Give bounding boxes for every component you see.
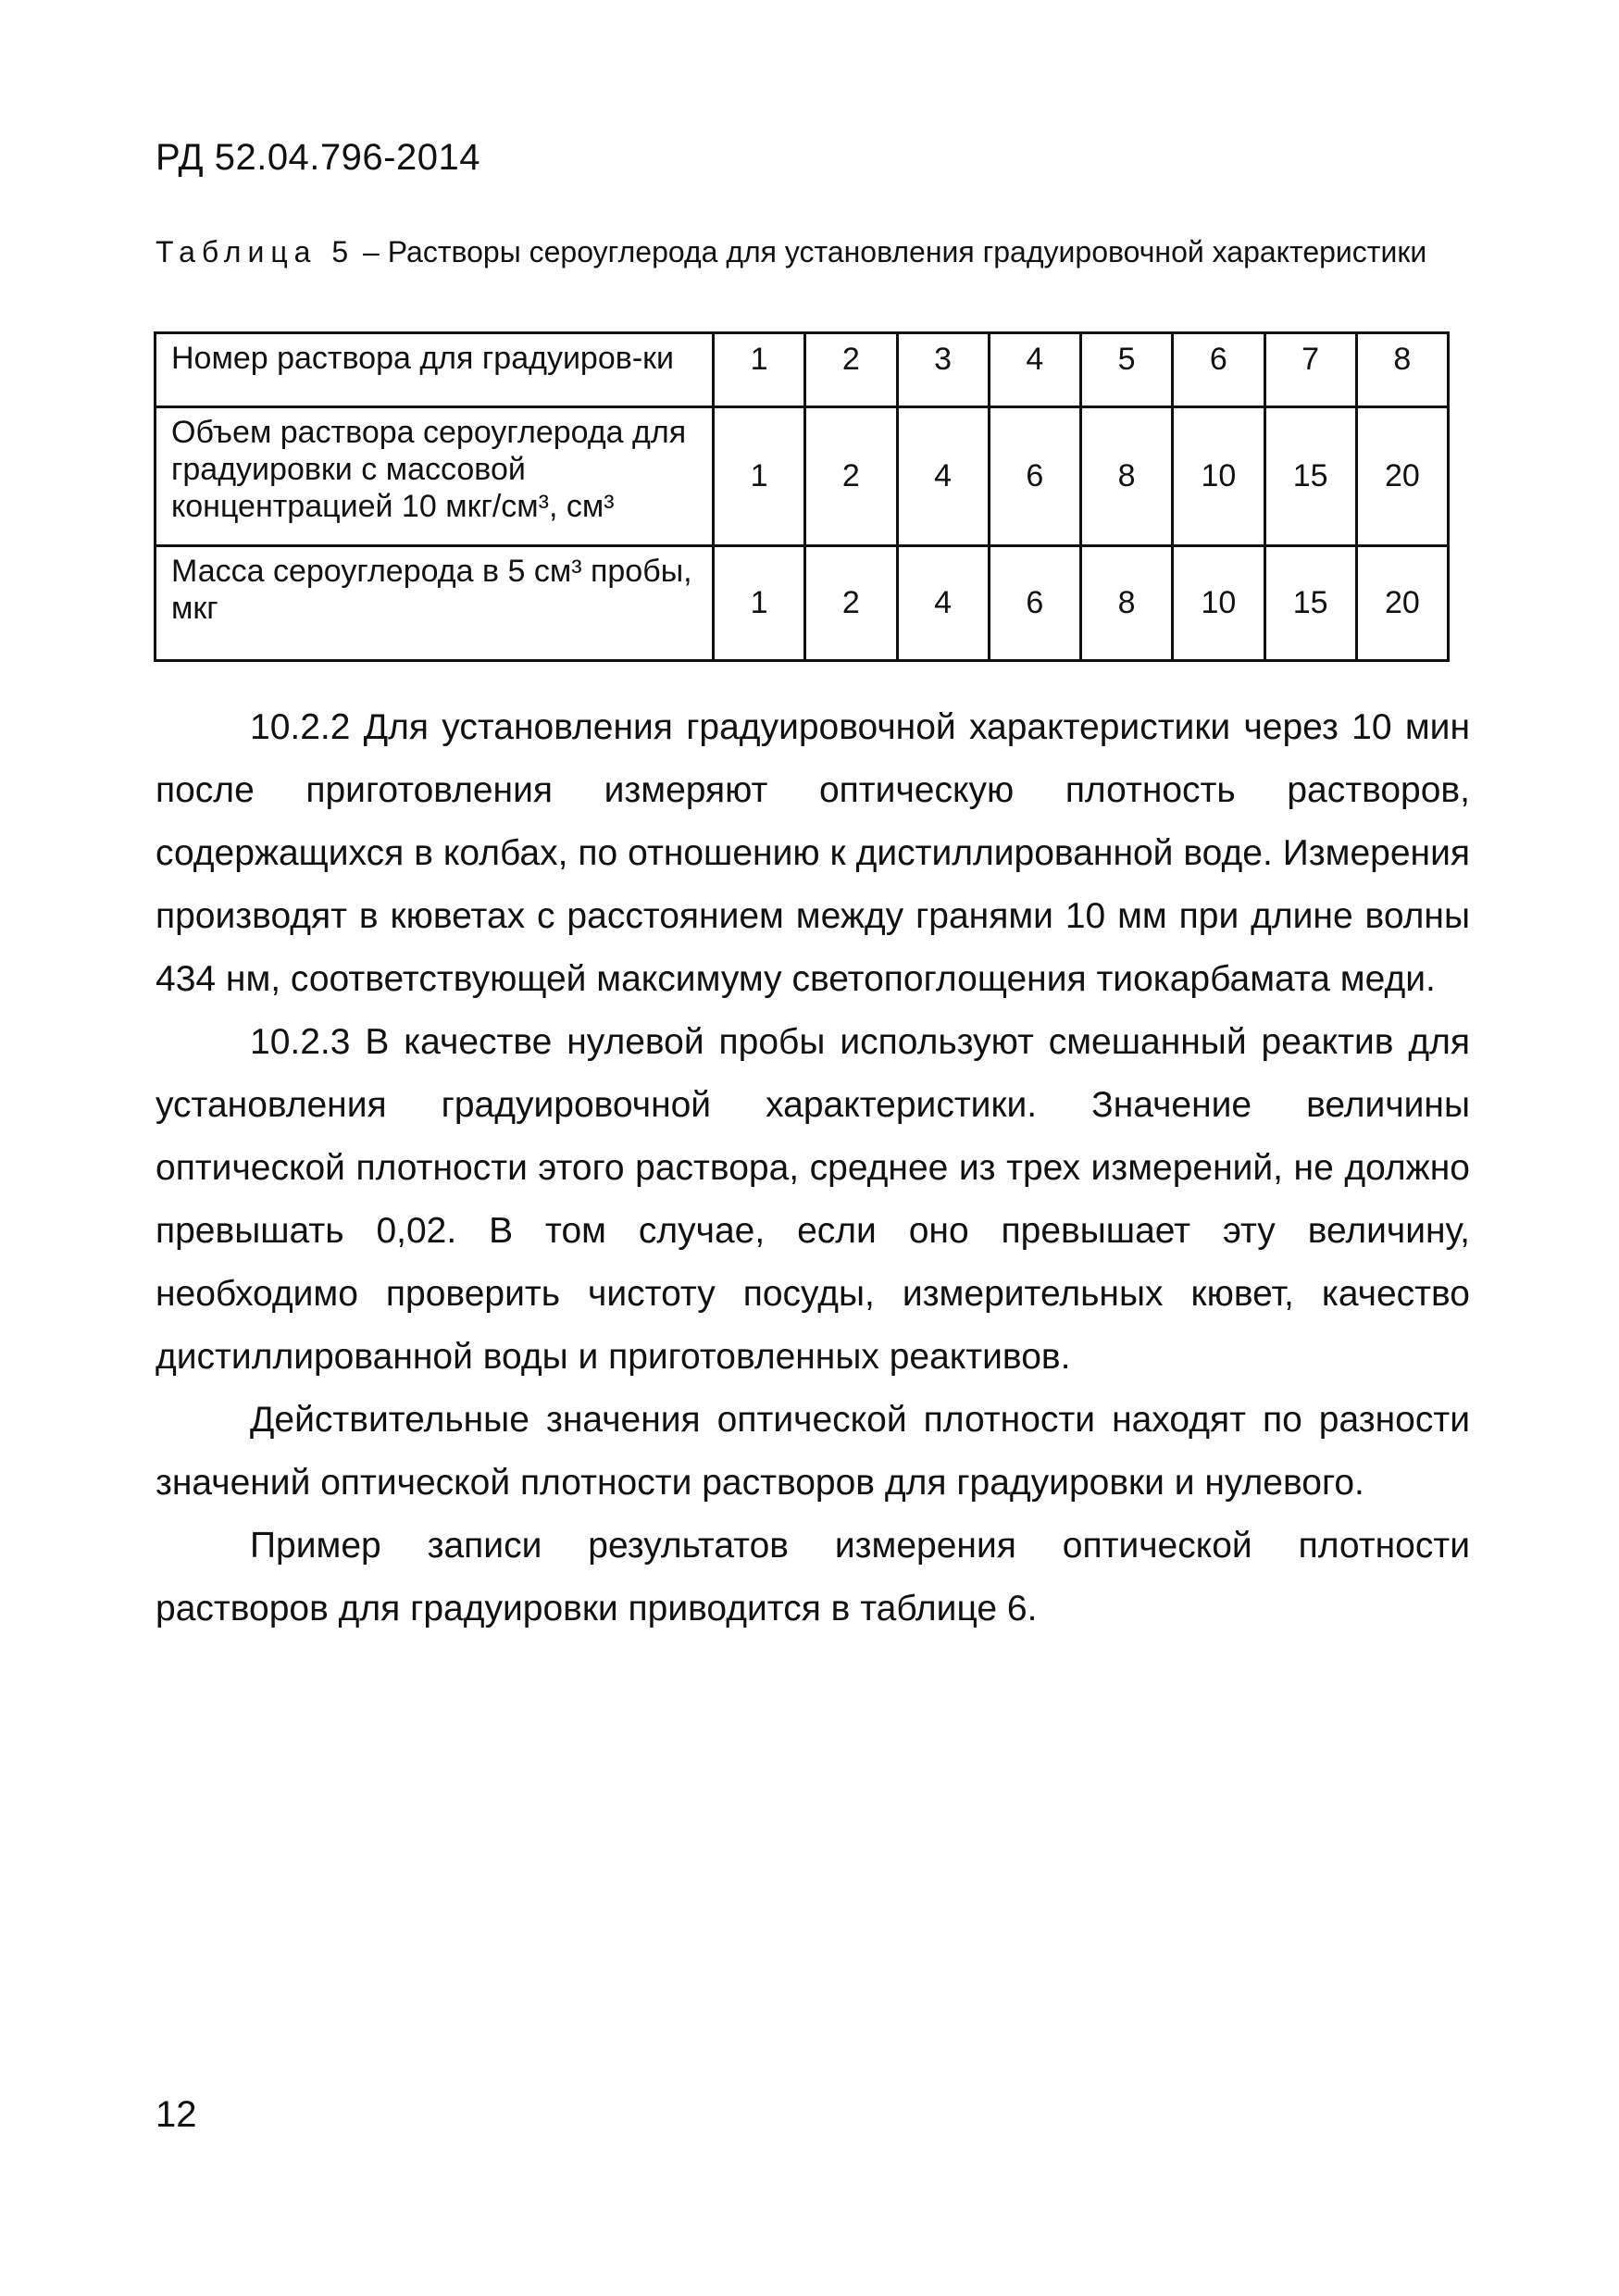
table-cell: 4 [897, 546, 989, 661]
table-cell: 7 [1264, 333, 1356, 407]
table-cell: 20 [1356, 546, 1448, 661]
calibration-solutions-table [154, 331, 1450, 662]
paragraph-actual-values: Действительные значения оптической плотности находят по разности значений оптической плотности растворов для градуировки и нулевого. [156, 1400, 1470, 1503]
paragraph-10-2-3: 10.2.3 В качестве нулевой пробы используют смешанный реактив для установления градуировочной характеристики. Значение величины оптической плотности этого раствора, среднее из трех измерений, не должно превышать 0,02. В том случае, если оно превышает эту величину, необходимо проверить чистоту посуды, измерительных кювет, качество дистиллированной воды и приготовленных реактивов. [156, 1022, 1470, 1377]
document-code: РД 52.04.796-2014 [156, 137, 480, 178]
table-cell: 2 [805, 546, 897, 661]
table-cell: 10 [1173, 407, 1264, 546]
row-header-solution-volume: Объем раствора сероуглерода для градуировки с массовой концентрацией 10 мкг/см³, см³ [156, 407, 714, 546]
table-cell: 8 [1356, 333, 1448, 407]
table-cell: 8 [1081, 546, 1173, 661]
table-cell: 10 [1173, 546, 1264, 661]
table-caption-label: Таблица 5 [156, 235, 355, 268]
page-number: 12 [156, 2094, 197, 2135]
table-cell: 1 [714, 546, 805, 661]
table-caption-text: – Растворы сероуглерода для установления градуировочной характеристики [355, 235, 1427, 268]
table-cell: 15 [1264, 407, 1356, 546]
table-cell: 6 [989, 546, 1080, 661]
table-cell: 4 [989, 333, 1080, 407]
table-cell: 15 [1264, 546, 1356, 661]
row-header-solution-number: Номер раствора для градуиров-ки [156, 333, 714, 407]
paragraph-example-reference: Пример записи результатов измерения оптической плотности растворов для градуировки приводится в таблице 6. [156, 1526, 1470, 1628]
table-cell: 5 [1081, 333, 1173, 407]
table-cell: 20 [1356, 407, 1448, 546]
row-header-carbon-disulfide-mass: Масса сероуглерода в 5 см³ пробы, мкг [156, 546, 714, 661]
table-cell: 6 [1173, 333, 1264, 407]
table-row [156, 333, 1449, 407]
table-cell: 8 [1081, 407, 1173, 546]
table-cell: 2 [805, 407, 897, 546]
body-text [156, 696, 1470, 1641]
table-cell: 1 [714, 407, 805, 546]
table-row [156, 546, 1449, 661]
paragraph-10-2-2: 10.2.2 Для установления градуировочной характеристики через 10 мин после приготовления измеряют оптическую плотность растворов, содержащихся в колбах, по отношению к дистиллированной воде. Измерения производят в кюветах с расстоянием между гранями 10 мм при длине волны 434 нм, соответствующей максимуму светопоглощения тиокарбамата меди. [156, 707, 1470, 999]
table-cell: 4 [897, 407, 989, 546]
table-cell: 3 [897, 333, 989, 407]
table-caption [156, 222, 1470, 281]
table-cell: 6 [989, 407, 1080, 546]
table-row [156, 407, 1449, 546]
table-cell: 1 [714, 333, 805, 407]
table-cell: 2 [805, 333, 897, 407]
